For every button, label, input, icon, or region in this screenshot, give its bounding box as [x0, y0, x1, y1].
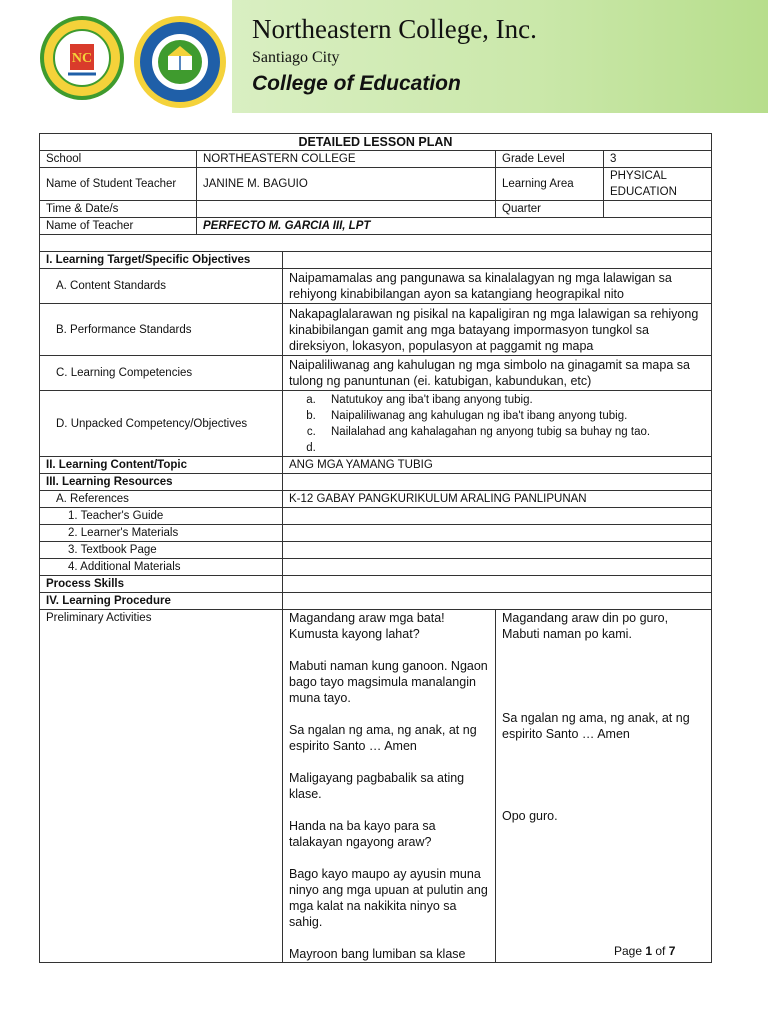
objectives-heading: I. Learning Target/Specific Objectives — [40, 252, 283, 269]
student-line: Magandang araw din po guro, Mabuti naman po kami. — [502, 611, 669, 641]
learning-content-heading: II. Learning Content/Topic — [40, 457, 283, 474]
teacher-activity-column — [283, 610, 496, 963]
learning-resources-heading: III. Learning Resources — [40, 474, 283, 491]
page-current: 1 — [645, 944, 653, 958]
page-middle: of — [652, 944, 669, 958]
teacher-line: Magandang araw mga bata! Kumusta kayong lahat? — [289, 611, 445, 641]
objectives-heading-value — [283, 252, 712, 269]
references-value: K-12 GABAY PANGKURIKULUM ARALING PANLIPUNAN — [283, 491, 712, 508]
resource-item-additional-materials: 4. Additional Materials — [40, 559, 283, 576]
school-label: School — [40, 151, 197, 168]
teacher-line: Bago kayo maupo ay ayusin muna ninyo ang mga upuan at pulutin ang mga kalat na nakikita ninyo sa sahig. — [289, 867, 488, 929]
school-value: NORTHEASTERN COLLEGE — [197, 151, 496, 168]
learning-area-label: Learning Area — [496, 168, 604, 201]
teacher-line: Handa na ba kayo para sa talakayan ngayong araw? — [289, 819, 436, 849]
performance-standards-label: B. Performance Standards — [40, 304, 283, 356]
objective-item: b. Naipaliliwanag ang kahulugan ng iba't ibang anyong tubig. — [319, 408, 705, 424]
quarter-label: Quarter — [496, 201, 604, 218]
learning-area-value: PHYSICAL EDUCATION — [604, 168, 712, 201]
lesson-plan-table — [39, 133, 712, 963]
lesson-plan-title: DETAILED LESSON PLAN — [40, 134, 712, 151]
learning-procedure-heading: IV. Learning Procedure — [40, 593, 283, 610]
resource-item-textbook-page: 3. Textbook Page — [40, 542, 283, 559]
college-name: Northeastern College, Inc. — [252, 14, 537, 44]
page-prefix: Page — [614, 944, 646, 958]
learning-content-value: ANG MGA YAMANG TUBIG — [283, 457, 712, 474]
college-of-education-seal-logo — [132, 14, 228, 110]
teacher-line: Maligayang pagbabalik sa ating klase. — [289, 771, 465, 801]
learning-competencies-label: C. Learning Competencies — [40, 356, 283, 391]
process-skills-heading: Process Skills — [40, 576, 283, 593]
resource-item-learners-materials: 2. Learner's Materials — [40, 525, 283, 542]
teacher-line: Mabuti naman kung ganoon. Ngaon bago tayo magsimula manalangin muna tayo. — [289, 659, 488, 705]
teacher-line: Sa ngalan ng ama, ng anak, at ng espirito Santo … Amen — [289, 723, 477, 753]
unpacked-objectives-list — [283, 391, 712, 457]
unpacked-objectives-label: D. Unpacked Competency/Objectives — [40, 391, 283, 457]
resource-item-teachers-guide: 1. Teacher's Guide — [40, 508, 283, 525]
svg-text:NC: NC — [71, 51, 93, 66]
department-name: College of Education — [252, 72, 461, 95]
student-teacher-label: Name of Student Teacher — [40, 168, 197, 201]
student-line: Sa ngalan ng ama, ng anak, at ng espirito Santo … Amen — [502, 711, 690, 741]
time-date-label: Time & Date/s — [40, 201, 197, 218]
content-standards-value: Naipamamalas ang pangunawa sa kinalalagyan ng mga lalawigan sa rehiyong kinabibilangan ayon sa katangiang heograpikal nito — [283, 269, 712, 304]
student-teacher-value: JANINE M. BAGUIO — [197, 168, 496, 201]
grade-level-label: Grade Level — [496, 151, 604, 168]
teacher-label: Name of Teacher — [40, 218, 197, 235]
preliminary-activities-label: Preliminary Activities — [40, 610, 283, 963]
teacher-line: Mayroon bang lumiban sa klase — [289, 947, 466, 961]
learning-competencies-value: Naipaliliwanag ang kahulugan ng mga simbolo na ginagamit sa mapa sa tulong ng panuntunan (ei. katubigan, kabundukan, etc) — [283, 356, 712, 391]
northeastern-college-seal-logo — [38, 14, 126, 102]
references-label: A. References — [40, 491, 283, 508]
student-activity-column — [496, 610, 712, 963]
content-standards-label: A. Content Standards — [40, 269, 283, 304]
page-footer — [614, 944, 675, 958]
page-total: 7 — [668, 944, 676, 958]
quarter-value — [604, 201, 712, 218]
teacher-value: PERFECTO M. GARCIA III, LPT — [197, 218, 712, 235]
performance-standards-value: Nakapaglalarawan ng pisikal na kapaligiran ng mga lalawigan sa rehiyong kinabibilangan gamit ang mga batayang impormasyon tungkol sa direksiyon, lokasyon, populasyon at paggamit ng mapa — [283, 304, 712, 356]
spacer-row — [40, 235, 712, 252]
time-date-value — [197, 201, 496, 218]
college-city: Santiago City — [252, 49, 340, 66]
objective-item: a. Natutukoy ang iba't ibang anyong tubig. — [319, 392, 705, 408]
objective-item — [319, 440, 705, 456]
student-line: Opo guro. — [502, 809, 558, 823]
grade-level-value: 3 — [604, 151, 712, 168]
objective-item: c. Nailalahad ang kahalagahan ng anyong tubig sa buhay ng tao. — [319, 424, 705, 440]
